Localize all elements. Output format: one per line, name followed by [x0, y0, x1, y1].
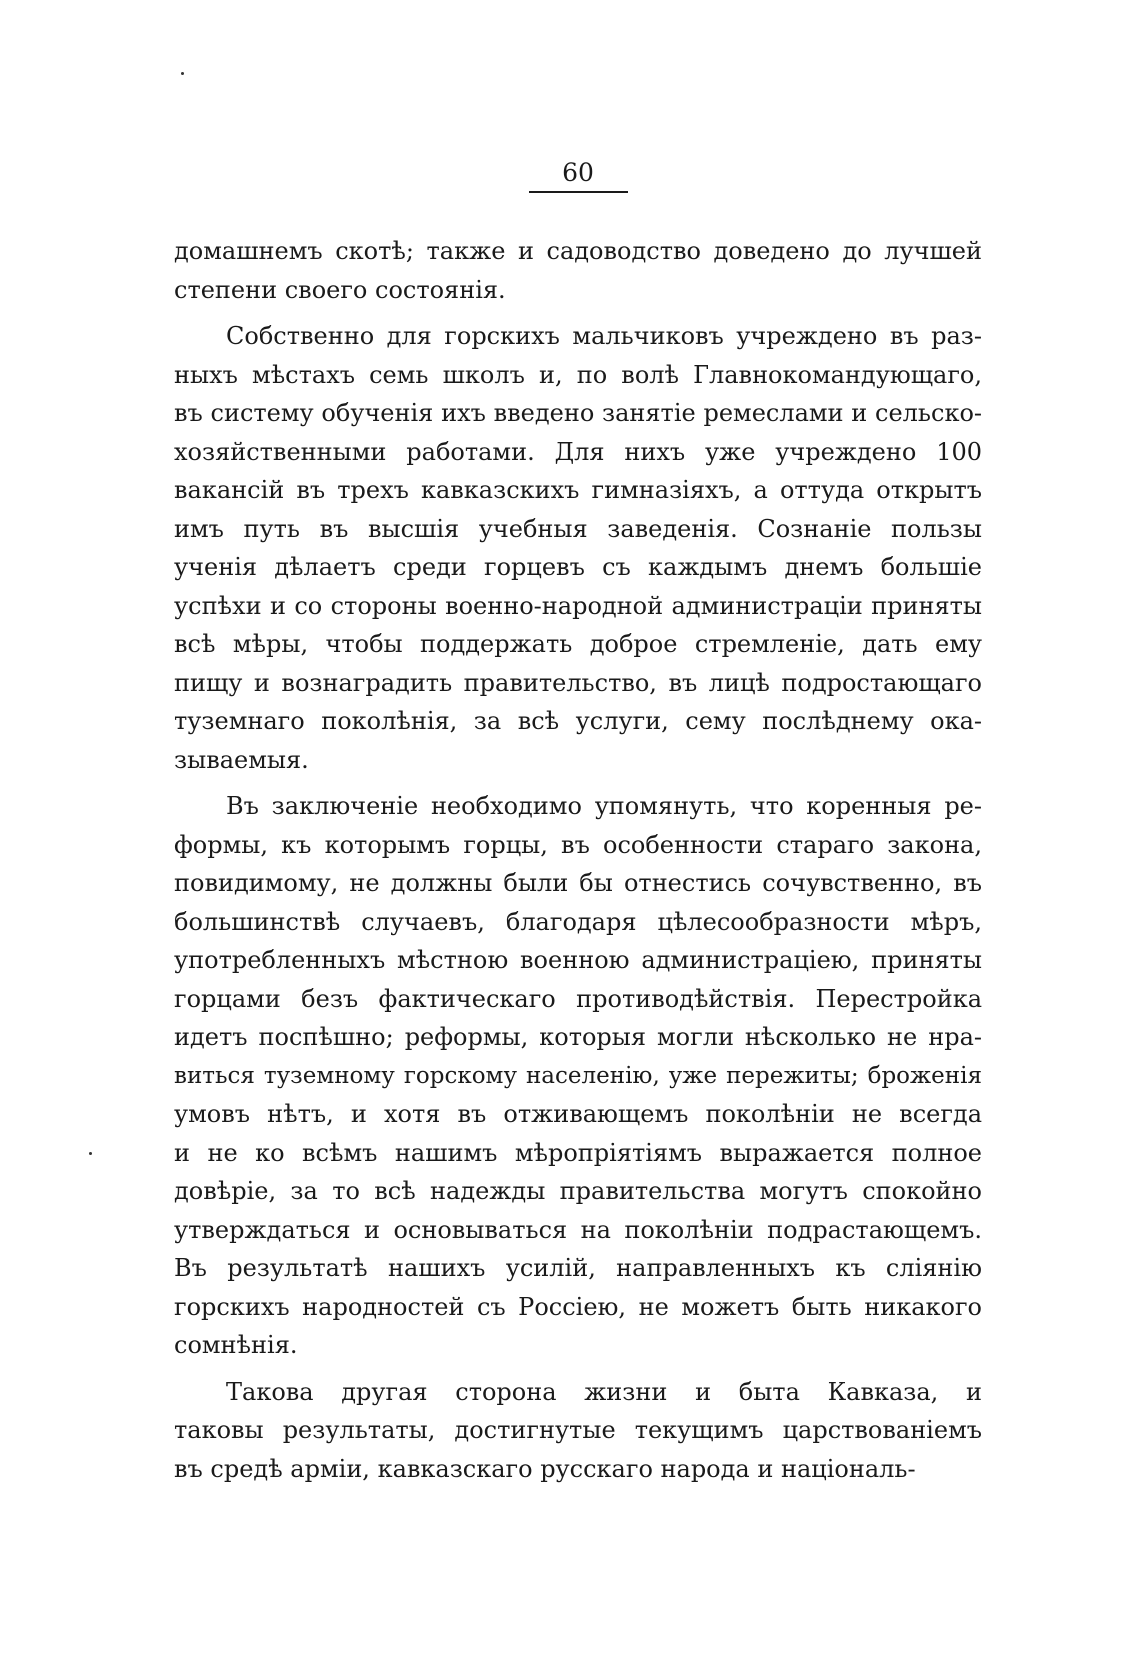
- paragraph: [174, 232, 982, 309]
- text-line: умовъ нѣтъ, и хотя въ отживающемъ поколѣніи не всегда: [174, 1100, 982, 1128]
- text-line: ученія дѣлаетъ среди горцевъ съ каждымъ днемъ большіе: [174, 553, 982, 581]
- text-line: успѣхи и со стороны военно-народной администраціи приняты: [174, 591, 982, 620]
- text-line: степени своего состоянія.: [174, 275, 506, 304]
- text-line: всѣ мѣры, чтобы поддержать доброе стремленіе, дать ему: [174, 630, 982, 658]
- text-line: довѣріе, за то всѣ надежды правительства могутъ спокойно: [174, 1177, 982, 1205]
- paragraph: [174, 1373, 982, 1489]
- text-line: повидимому, не должны были бы отнестись сочувственно, въ: [174, 869, 982, 897]
- text-line: ныхъ мѣстахъ семь школъ и, по волѣ Главнокомандующаго,: [174, 360, 982, 389]
- text-line: горцами безъ фактическаго противодѣйствія. Перестройка: [174, 984, 982, 1013]
- text-line: идетъ поспѣшно; реформы, которыя могли нѣсколько не нра-: [174, 1023, 982, 1051]
- text-line: формы, къ которымъ горцы, въ особенности стараго закона,: [174, 830, 982, 859]
- text-line: и не ко всѣмъ нашимъ мѣропріятіямъ выражается полное: [174, 1138, 982, 1167]
- text-line: таковы результаты, достигнутые текущимъ царствованіемъ: [174, 1416, 982, 1444]
- text-line: утверждаться и основываться на поколѣніи подрастающемъ.: [174, 1215, 982, 1244]
- text-line: имъ путь въ высшія учебныя заведенія. Сознаніе пользы: [174, 514, 982, 543]
- text-line: горскихъ народностей съ Россіею, не можетъ быть никакого: [174, 1292, 982, 1321]
- text-line: Въ заключеніе необходимо упомянуть, что коренныя ре-: [226, 792, 982, 820]
- body-text: [174, 232, 982, 1496]
- text-line: въ систему обученія ихъ введено занятіе ремеслами и сельско-: [174, 399, 982, 427]
- paragraph: [174, 787, 982, 1365]
- text-line: виться туземному горскому населенію, уже пережиты; броженія: [174, 1062, 982, 1089]
- text-line: туземнаго поколѣнія, за всѣ услуги, сему послѣднему ока-: [174, 707, 982, 735]
- text-line: вакансій въ трехъ кавказскихъ гимназіяхъ, а оттуда открытъ: [174, 476, 982, 504]
- text-line: употребленныхъ мѣстною военною администраціею, приняты: [174, 946, 982, 974]
- text-line: въ средѣ арміи, кавказскаго русскаго народа и національ-: [174, 1454, 916, 1483]
- print-speck: [89, 1152, 92, 1155]
- text-line: хозяйственными работами. Для нихъ уже учреждено 100: [174, 437, 982, 466]
- text-line: Такова другая сторона жизни и быта Кавказа, и: [226, 1377, 982, 1406]
- text-line: сомнѣнія.: [174, 1331, 298, 1359]
- text-line: домашнемъ скотѣ; также и садоводство доведено до лучшей: [174, 237, 982, 265]
- print-speck: [181, 72, 184, 75]
- text-line: Собственно для горскихъ мальчиковъ учреждено въ раз-: [226, 322, 982, 350]
- text-line: зываемыя.: [174, 745, 309, 774]
- text-line: Въ результатѣ нашихъ усилій, направленныхъ къ сліянію: [174, 1254, 982, 1282]
- text-line: пищу и вознаградить правительство, въ лицѣ подростающаго: [174, 668, 982, 697]
- page-number-rule: [529, 191, 628, 193]
- text-line: большинствѣ случаевъ, благодаря цѣлесообразности мѣръ,: [174, 907, 982, 936]
- page-number: 60: [562, 158, 594, 187]
- paragraph: [174, 317, 982, 779]
